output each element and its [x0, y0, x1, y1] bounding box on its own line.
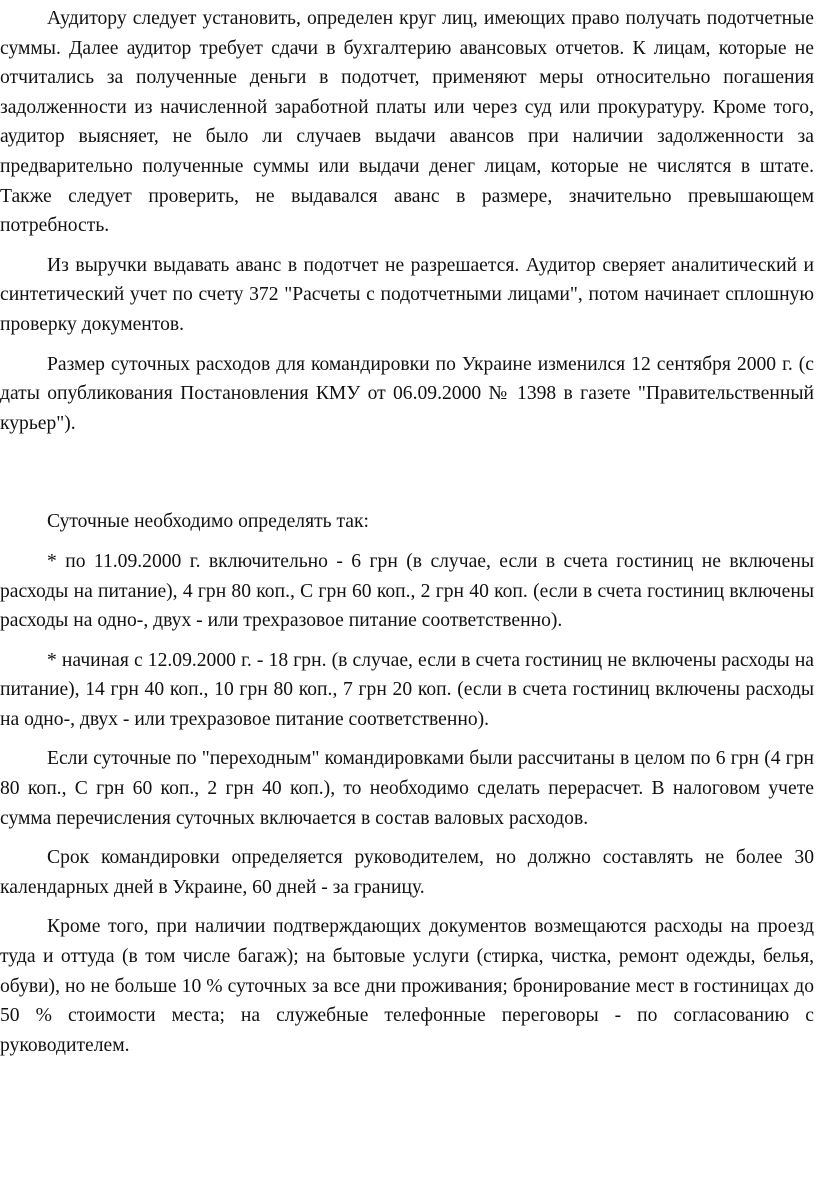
paragraph-daily-allowance-change: Размер суточных расходов для командировки по Украине изменился 12 сентября 2000 г. (с даты опубликования Постановления КМУ от 06.09.2000 № 1398 в газете "Правительственный курьер").: [0, 353, 814, 434]
paragraph-revenue-advance: Из выручки выдавать аванс в подотчет не разрешается. Аудитор сверяет аналитический и синтетический учет по счету 372 "Расчеты с подотчетными лицами", потом начинает сплошную проверку документов.: [0, 254, 814, 335]
paragraph-daily-allowance-intro: Суточные необходимо определять так:: [47, 511, 369, 533]
paragraph-rate-before: * по 11.09.2000 г. включительно - 6 грн (в случае, если в счета гостиниц не включены расходы на питание), 4 грн 80 коп., С грн 60 коп., 2 грн 40 коп. (если в счета гостиниц включены расходы на одно-, двух - или трехразовое питание соответственно).: [0, 550, 814, 632]
paragraph-reimbursable-expenses: Кроме того, при наличии подтверждающих документов возмещаются расходы на проезд туда и оттуда (в том числе багаж); на бытовые услуги (стирка, чистка, ремонт одежды, белья, обуви), но не больше 10 % суточных за все дни проживания; бронирование мест в гостиницах до 50 % стоимости места; на служебные телефонные переговоры - по согласованию с руководителем.: [0, 916, 814, 1056]
paragraph-trip-duration: Срок командировки определяется руководителем, но должно составлять не более 30 календарных дней в Украине, 60 дней - за границу.: [0, 847, 814, 898]
paragraph-auditor-accountable-persons: Аудитору следует установить, определен круг лиц, имеющих право получать подотчетные суммы. Далее аудитор требует сдачи в бухгалтерию авансовых отчетов. К лицам, которые не отчитались за полученные деньги в подотчет, применяют меры относительно погашения задолженности из начисленной заработной платы или через суд или прокуратуру. Кроме того, аудитор выясняет, не было ли случаев выдачи авансов при наличии задолженности за предварительно полученные суммы или выдачи денег лицам, которые не числятся в штате. Также следует проверить, не выдавался аванс в размере, значительно превышающем потребность.: [0, 8, 814, 237]
paragraph-rate-after: * начиная с 12.09.2000 г. - 18 грн. (в случае, если в счета гостиниц не включены расходы на питание), 14 грн 40 коп., 10 грн 80 коп., 7 грн 20 коп. (если в счета гостиниц включены расходы на одно-, двух - или трехразовое питание соответственно).: [0, 649, 814, 730]
paragraph-recalculation: Если суточные по "переходным" командировками были рассчитаны в целом по 6 грн (4 грн 80 коп., С грн 60 коп., 2 грн 40 коп.), то необходимо сделать перерасчет. В налоговом учете сумма перечисления суточных включается в состав валовых расходов.: [0, 748, 814, 829]
